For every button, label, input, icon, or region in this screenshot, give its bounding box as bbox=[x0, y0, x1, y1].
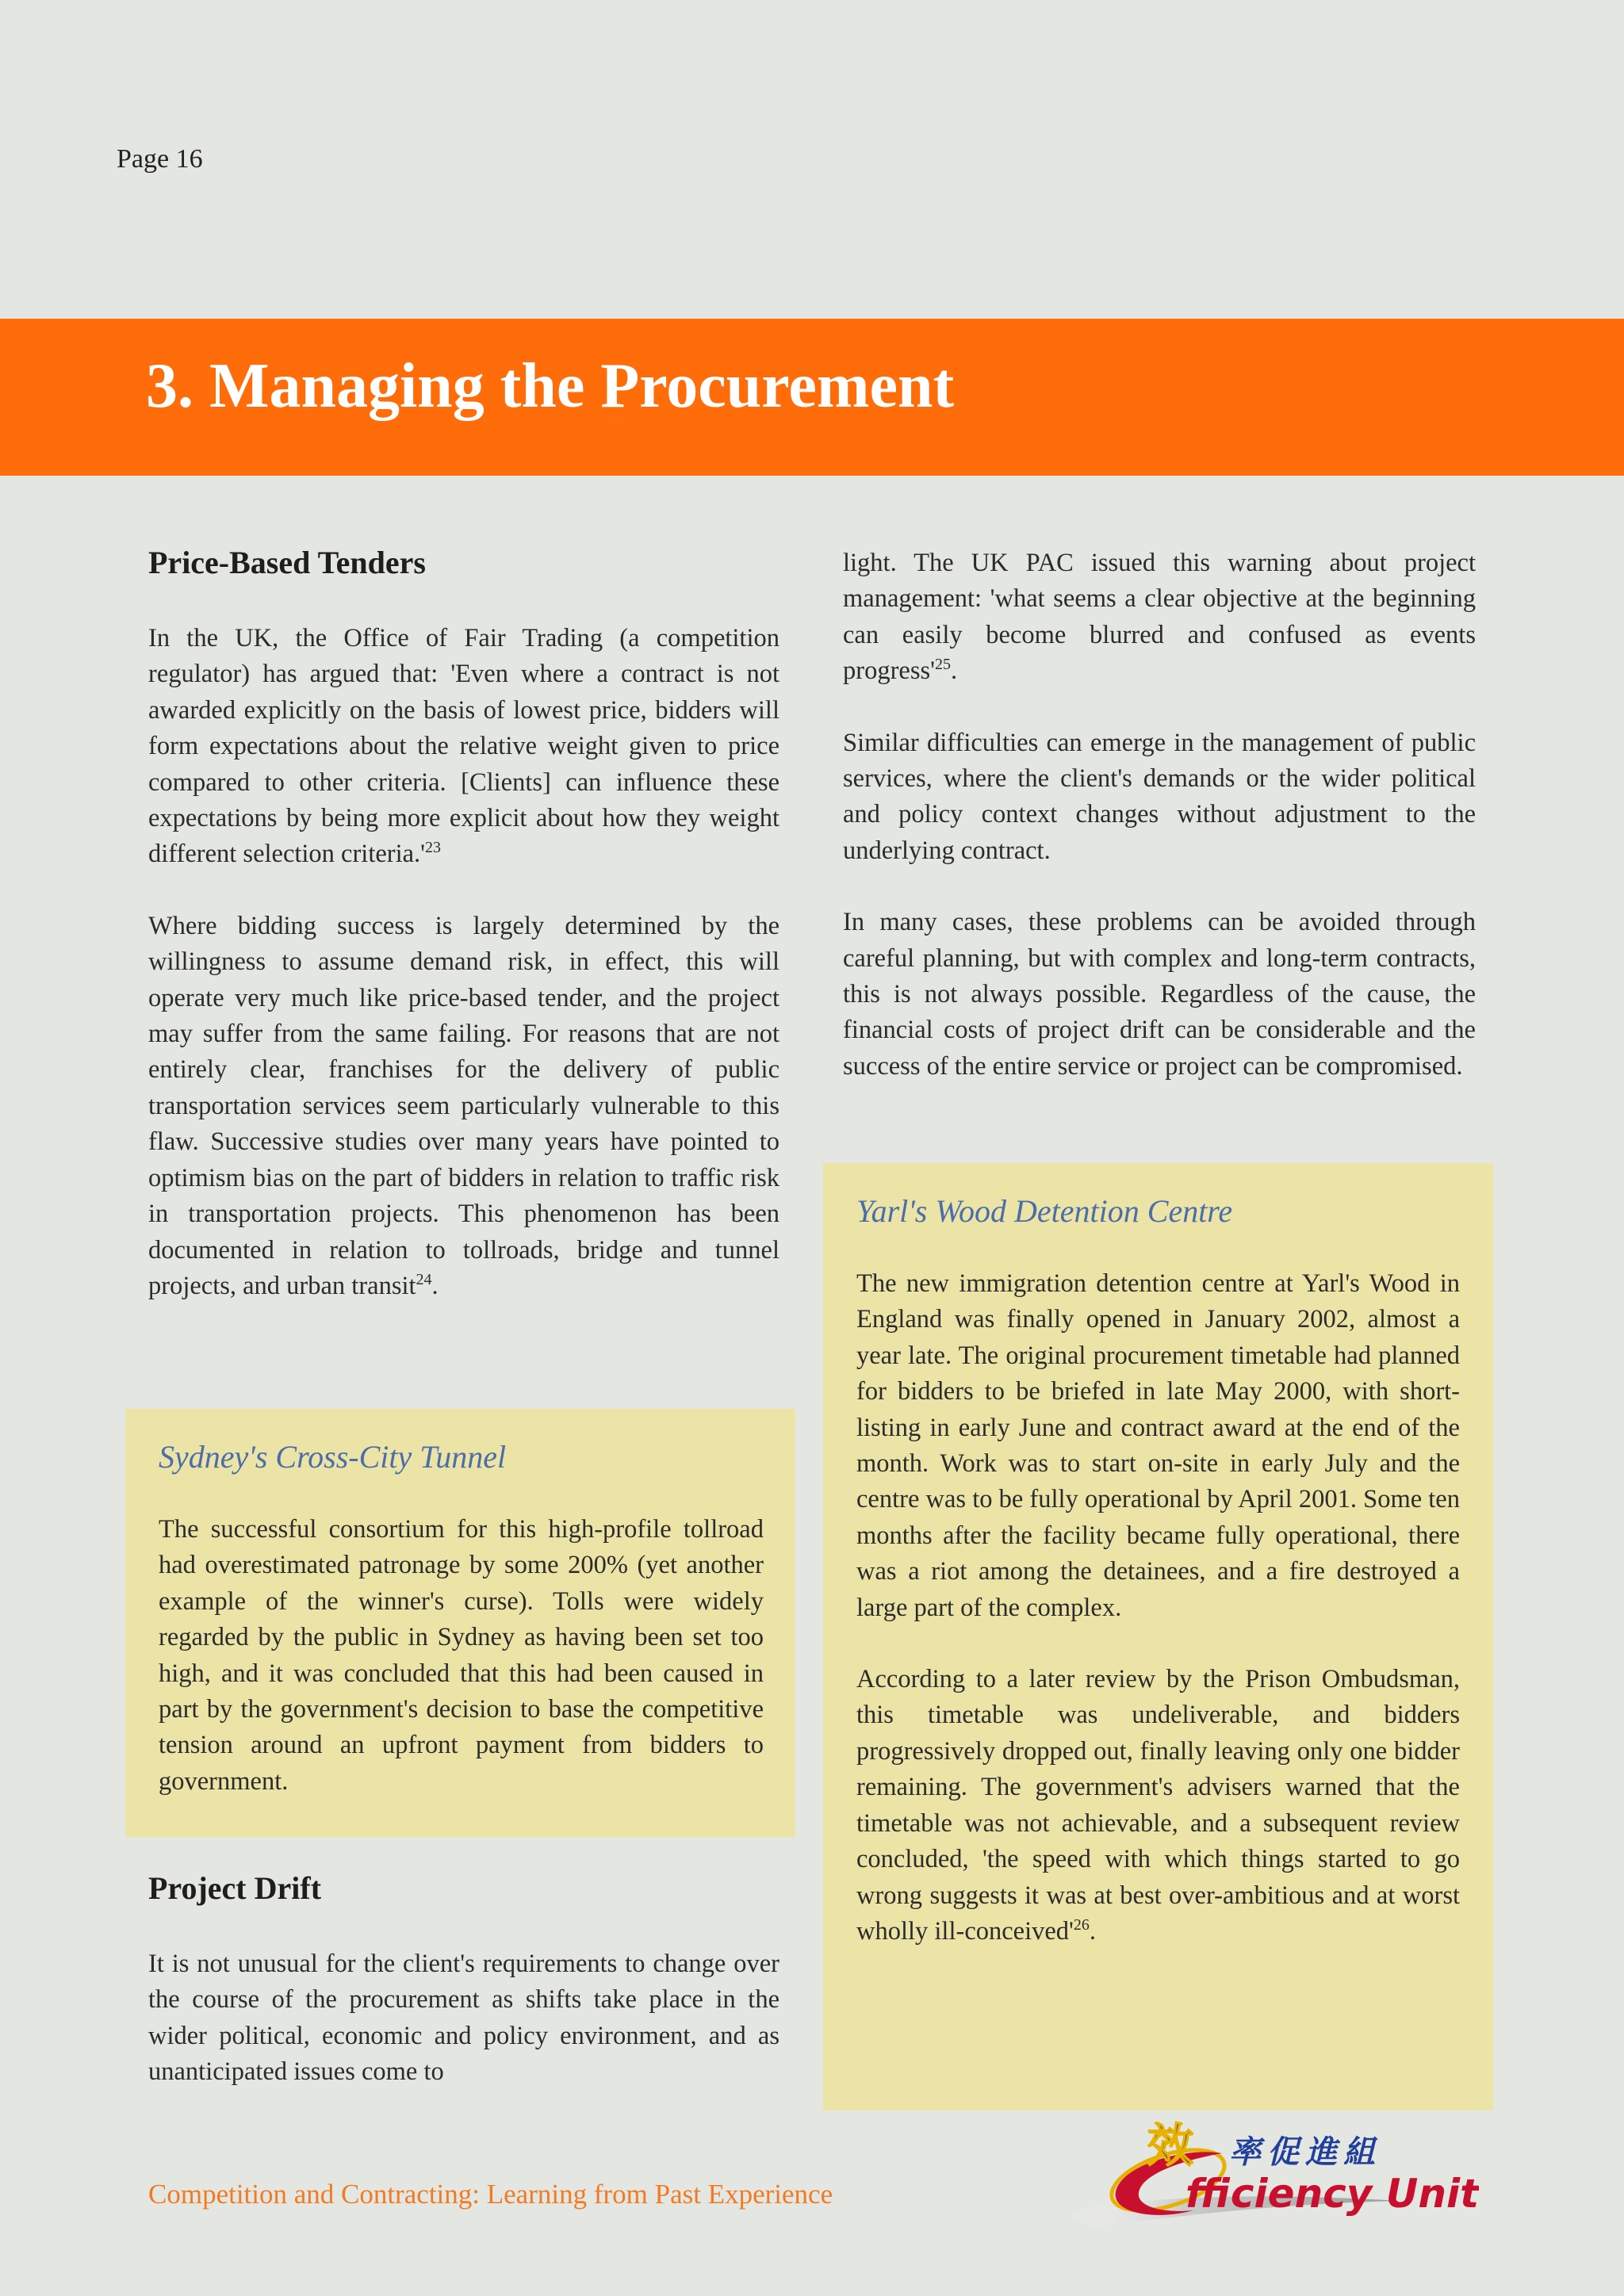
heading-price-based-tenders: Price-Based Tenders bbox=[148, 545, 426, 580]
paragraph-oft: In the UK, the Office of Fair Trading (a competition regulator) has argued that: 'Even where a contract is not awarded explicitly on the basis of lowest price, bidders will form expectations about the relative weight given to price compared to other criteria. [Clients] can influence these expectations by being more explicit about how they weight different selection $criteria.'^{23}$ bbox=[148, 624, 779, 869]
paragraph-demand-risk: Where bidding success is largely determined by the willingness to assume demand risk, in effect, this will operate very much like price-based tender, and the project may suffer from the same failing. For reasons that are not entirely clear, franchises for the delivery of public transportation services seem particularly vulnerable to this flaw. Successive studies over many years have pointed to optimism bias on the part of bidders in relation to traffic risk in transportation projects. This phenomenon has been documented in relation to tollroads, bridge and tunnel projects, and urban transit$^{24}$. bbox=[148, 911, 779, 1300]
case-study-text-sydney: The successful consortium for this high-profile tollroad had overestimated patronage by some 200% (yet another example of the winner's curse). Tolls were widely regarded by the public in Sydney as having been set too high, and it was concluded that this had been caused in part by the government's decision to base the competitive tension around an upfront payment from bidders to government. bbox=[159, 1515, 764, 1796]
efficiency-unit-logo-graphic bbox=[1067, 2115, 1479, 2234]
logo-chinese-chars: 率促進組 bbox=[1229, 2134, 1381, 2171]
footnote-ref-26: 26 bbox=[1073, 1916, 1090, 1934]
footer-publication-title: Competition and Contracting: Learning from Past Experience bbox=[148, 2179, 833, 2210]
case-study-box-sydney bbox=[125, 1409, 795, 1837]
section-title: 3. Managing the Procurement bbox=[146, 351, 955, 421]
case-study-box-yarls-wood bbox=[823, 1163, 1493, 2110]
left-column-upper bbox=[148, 542, 779, 1304]
case-study-text-yarls-wood-1: The new immigration detention centre at Yarl's Wood in England was finally opened in January 2002, almost a year late. The original procurement timetable had planned for bidders to be briefed in late May 2000, with short-listing in early June and contract award at the end of the month. Work was to start on-site in early July and the centre was to be fully operational by April 2001. Some ten months after the facility became fully operational, there was a riot among the detainees, and a fire destroyed a large part of the complex. bbox=[856, 1269, 1460, 1622]
section-banner bbox=[0, 319, 1624, 476]
left-column-lower bbox=[148, 1868, 779, 2091]
case-study-title-yarls-wood: Yarl's Wood Detention Centre bbox=[856, 1193, 1233, 1229]
footnote-ref-24: 24 bbox=[416, 1271, 432, 1289]
heading-project-drift: Project Drift bbox=[148, 1870, 322, 1906]
footnote-ref-23: 23 bbox=[425, 839, 442, 857]
case-study-text-yarls-wood-2: According to a later review by the Prison Ombudsman, this timetable was undeliverable, and bidders progressively dropped out, finally leaving only one bidder remaining. The government's advisers warned that the timetable was not achievable, and a subsequent review concluded, 'the speed with which things started to go wrong suggests it was at best over-ambitious and at worst wholly ill-$conceived'^{26}$. bbox=[856, 1665, 1460, 1946]
logo-big-chinese-char: 效 bbox=[1147, 2118, 1194, 2172]
page-number: Page 16 bbox=[117, 144, 203, 174]
paragraph-similar-difficulties: Similar difficulties can emerge in the management of public services, where the client's demands or the wider political and policy context changes without adjustment to the underlying contract. bbox=[843, 728, 1476, 865]
footnote-ref-25: 25 bbox=[934, 656, 951, 674]
logo-english-text: fficiency Unit bbox=[1185, 2171, 1479, 2217]
paragraph-careful-planning: In many cases, these problems can be avoided through careful planning, but with complex and long-term contracts, this is not always possible. Regardless of the cause, the financial costs of project drift can be considerable and the success of the entire service or project can be compromised. bbox=[843, 908, 1476, 1081]
right-column bbox=[843, 545, 1476, 1085]
paragraph-uk-pac: light. The UK PAC issued this warning about project management: 'what seems a clear objective at the beginning can easily become blurred and confused as events $progress'^{25}$. bbox=[843, 549, 1476, 686]
paragraph-requirements-change: It is not unusual for the client's requirements to change over the course of the procurement as shifts take place in the wider political, economic and policy environment, and as unanticipated issues come to bbox=[148, 1950, 779, 2087]
efficiency-unit-logo bbox=[1067, 2115, 1479, 2234]
case-study-title-sydney: Sydney's Cross-City Tunnel bbox=[159, 1439, 507, 1475]
